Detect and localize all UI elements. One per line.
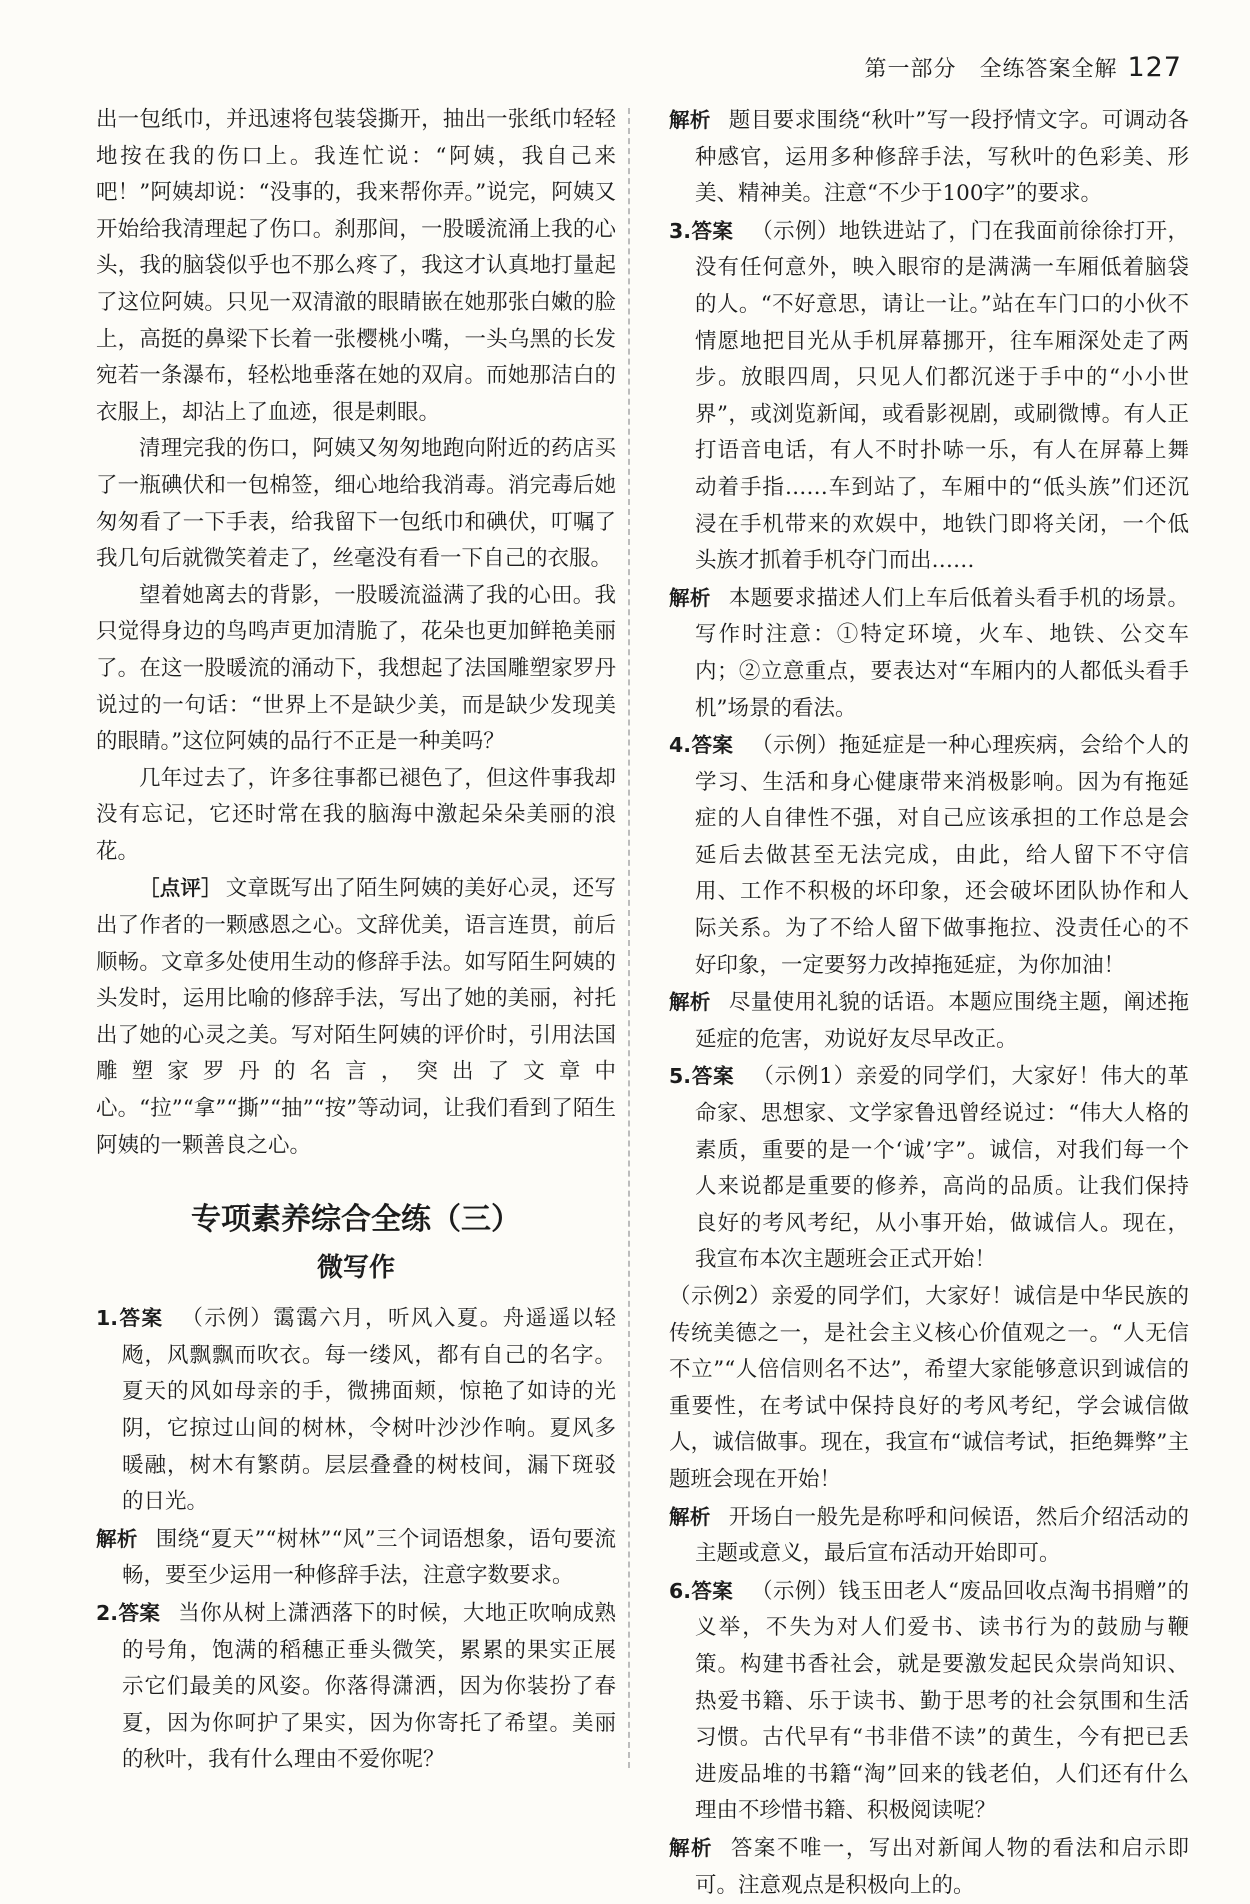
analysis-2-label: 解析 [669, 108, 711, 132]
answer-2 [96, 1595, 616, 1779]
analysis-6-text: 答案不唯一，写出对新闻人物的看法和启示即可。注意观点是积极向上的。 [695, 1835, 1189, 1898]
review-text: 文章既写出了陌生阿姨的美好心灵，还写出了作者的一颗感恩之心。文辞优美，语言连贯，前后顺畅。文章多处使用生动的修辞手法。如写陌生阿姨的头发时，运用比喻的修辞手法，写出了她的美丽，衬托出了她的心灵之美。写对陌生阿姨的评价时，引用法国雕塑家罗丹的名言，突出了文章中心。“拉”“拿”“撕”“抽”“按”等动词，让我们看到了陌生阿姨的一颗善良之心。 [96, 876, 616, 1158]
review-label: ［点评］ [139, 876, 222, 901]
column-divider [628, 108, 630, 1768]
left-column [96, 102, 616, 1779]
answer-4-label: 4.答案 [669, 733, 734, 758]
answer-6-label: 6.答案 [669, 1578, 734, 1603]
answer-2-text: 当你从树上潇洒落下的时候，大地正吹响成熟的号角，饱满的稻穗正垂头微笑，累累的果实正展示它们最美的风姿。你落得潇洒，因为你装扮了春夏，因为你呵护了果实，因为你寄托了希望。美丽的秋叶，我有什么理由不爱你呢？ [122, 1600, 616, 1773]
analysis-1-label: 解析 [96, 1526, 138, 1551]
analysis-1-text: 围绕“夏天”“树林”“风”三个词语想象，语句要流畅，要至少运用一种修辞手法，注意字数要求。 [122, 1526, 617, 1589]
review-paragraph [96, 870, 616, 1164]
answer-3 [669, 213, 1189, 580]
essay-paragraph-4: 几年过去了，许多往事都已褪色了，但这件事我却没有忘记，它还时常在我的脑海中激起朵朵美丽的浪花。 [96, 765, 616, 864]
answer-6-text: （示例）钱玉田老人“废品回收点淘书捐赠”的义举，不失为对人们爱书、读书行为的鼓励与鞭策。构建书香社会，就是要激发起民众崇尚知识、热爱书籍、乐于读书、勤于思考的社会氛围和生活习惯。古代早有“书非借不读”的黄生，今有把已丢进废品堆的书籍“淘”回来的钱老伯，人们还有什么理由不珍惜书籍、积极阅读呢？ [695, 1578, 1189, 1824]
page-header [864, 52, 1182, 83]
section-subtitle: 微写作 [316, 1253, 395, 1284]
answer-5-label: 5.答案 [669, 1064, 735, 1089]
answer-4 [669, 727, 1189, 984]
answer-1-text: （示例）霭霭六月，听风入夏。舟遥遥以轻飏，风飘飘而吹衣。每一缕风，都有自己的名字。夏天的风如母亲的手，微拂面颊，惊艳了如诗的光阴，它掠过山间的树林，令树叶沙沙作响。夏风多暖融，树木有繁荫。层层叠叠的树枝间，漏下斑驳的日光。 [122, 1306, 616, 1515]
answer-5 [669, 1058, 1189, 1279]
analysis-5 [669, 1499, 1189, 1573]
analysis-4 [669, 984, 1189, 1058]
analysis-6 [669, 1830, 1189, 1904]
answer-3-text: （示例）地铁进站了，门在我面前徐徐打开，没有任何意外，映入眼帘的是满满一车厢低着脑袋的人。“不好意思，请让一让。”站在车门口的小伙不情愿地把目光从手机屏幕挪开，往车厢深处走了两步。放眼四周，只见人们都沉迷于手中的“小小世界”，或浏览新闻，或看影视剧，或刷微博。有人正打语音电话，有人不时扑哧一乐，有人在屏幕上舞动着手指……车到站了，车厢中的“低头族”们还沉浸在手机带来的欢娱中，地铁门即将关闭，一个低头族才抓着手机夺门而出…… [695, 218, 1189, 574]
essay-paragraph-2: 清理完我的伤口，阿姨又匆匆地跑向附近的药店买了一瓶碘伏和一包棉签，细心地给我消毒。消完毒后她匆匆看了一下手表，给我留下一包纸巾和碘伏，叮嘱了我几句后就微笑着走了，丝毫没有看一下自己的衣服。 [96, 436, 616, 572]
right-column [669, 102, 1189, 1904]
analysis-3-label: 解析 [669, 585, 711, 610]
answer-4-text: （示例）拖延症是一种心理疾病，会给个人的学习、生活和身心健康带来消极影响。因为有拖延症的人自律性不强，对自己应该承担的工作总是会延后去做甚至无法完成，由此，给人留下不守信用、工作不积极的坏印象，还会破坏团队协作和人际关系。为了不给人留下做事拖拉、没责任心的不好印象，一定要努力改掉拖延症，为你加油！ [695, 733, 1189, 978]
analysis-6-label: 解析 [669, 1835, 713, 1860]
essay-paragraph-1: 出一包纸巾，并迅速将包装袋撕开，抽出一张纸巾轻轻地按在我的伤口上。我连忙说：“阿姨，我自己来吧！”阿姨却说：“没事的，我来帮你弄。”说完，阿姨又开始给我清理起了伤口。刹那间，一股暖流涌上我的心头，我的脑袋似乎也不那么疼了，我这才认真地打量起了这位阿姨。只见一双清澈的眼睛嵌在她那张白嫩的脸上，高挺的鼻梁下长着一张樱桃小嘴，一头乌黑的长发宛若一条瀑布，轻松地垂落在她的双肩。而她那洁白的衣服上，却沾上了血迹，很是刺眼。 [96, 107, 616, 425]
analysis-3-text: 本题要求描述人们上车后低着头看手机的场景。写作时注意：①特定环境，火车、地铁、公交车内；②立意重点，要表达对“车厢内的人都低头看手机”场景的看法。 [695, 585, 1189, 721]
answer-3-label: 3.答案 [669, 218, 734, 243]
essay-paragraph-3: 望着她离去的背影，一股暖流溢满了我的心田。我只觉得身边的鸟鸣声更加清脆了，花朵也更加鲜艳美丽了。在这一股暖流的涌动下，我想起了法国雕塑家罗丹说过的一句话：“世界上不是缺少美，而是缺少发现美的眼睛。”这位阿姨的品行不正是一种美吗？ [96, 582, 616, 755]
section-title: 专项素养综合全练（三） [191, 1202, 521, 1238]
analysis-5-text: 开场白一般先是称呼和问候语，然后介绍活动的主题或意义，最后宣布活动开始即可。 [695, 1504, 1189, 1567]
analysis-2-text: 题目要求围绕“秋叶”写一段抒情文字。可调动各种感官，运用多种修辞手法，写秋叶的色彩美、形美、精神美。注意“不少于100字”的要求。 [695, 108, 1189, 207]
answer-6 [669, 1573, 1189, 1830]
analysis-3 [669, 580, 1189, 727]
analysis-4-text: 尽量使用礼貌的话语。本题应围绕主题，阐述拖延症的危害，劝说好友尽早改正。 [695, 990, 1189, 1052]
header-text: 第一部分 全练答案全解 [864, 57, 1118, 82]
answer-1 [96, 1300, 616, 1521]
answer-5-text-a: （示例1）亲爱的同学们，大家好！伟大的革命家、思想家、文学家鲁迅曾经说过：“伟大人格的素质，重要的是一个‘诚’字”。诚信，对我们每一个人来说都是重要的修养，高尚的品质。让我们保持良好的考风考纪，从小事开始，做诚信人。现在，我宣布本次主题班会正式开始！ [695, 1064, 1189, 1273]
analysis-4-label: 解析 [669, 990, 711, 1015]
analysis-5-label: 解析 [669, 1504, 711, 1529]
answer-5-example-2: （示例2）亲爱的同学们，大家好！诚信是中华民族的传统美德之一，是社会主义核心价值观之一。“人无信不立”“人倍信则名不达”，希望大家能够意识到诚信的重要性，在考试中保持良好的考风考纪，学会诚信做人，诚信做事。现在，我宣布“诚信考试，拒绝舞弊”主题班会现在开始！ [669, 1284, 1189, 1492]
answer-2-label: 2.答案 [96, 1600, 161, 1625]
answer-1-label: 1.答案 [96, 1306, 164, 1331]
analysis-2 [669, 102, 1189, 213]
page-number: 127 [1127, 52, 1182, 83]
analysis-1 [96, 1521, 616, 1595]
